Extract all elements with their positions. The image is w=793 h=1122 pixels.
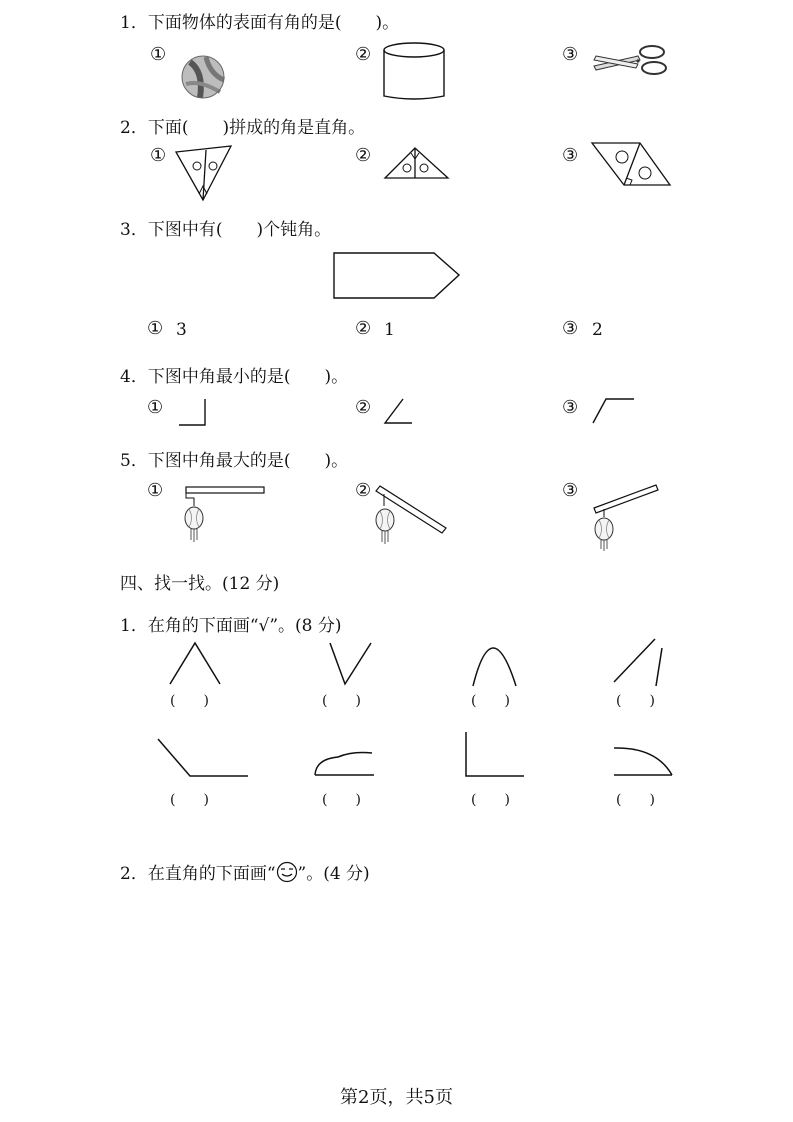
q3-option-2-value: 1 (384, 320, 395, 340)
triangles-kite-icon (173, 142, 235, 204)
q2-option-2-marker[interactable]: ② (355, 145, 372, 166)
q3-option-3-value: 2 (592, 320, 603, 340)
figure-quarter-arc (612, 745, 674, 779)
q1-text: 1．下面物体的表面有角的是( )。 (120, 13, 400, 33)
answer-blank-7[interactable]: ( ) (471, 792, 510, 808)
lantern-down-slope-icon (372, 484, 448, 550)
section4-q2-text (120, 859, 370, 884)
triangles-parallelogram-icon (590, 140, 672, 188)
smiley-face-icon (276, 861, 298, 883)
figure-obtuse-angle (156, 736, 250, 780)
section4-q2-text-after: ”。(4 分) (297, 864, 370, 884)
q5-option-2-marker[interactable]: ② (355, 480, 372, 501)
figure-two-lines (612, 636, 668, 688)
section4-q2-text-before: 2．在直角的下面画“ (120, 864, 276, 884)
q3-option-3-marker[interactable]: ③ (562, 318, 579, 339)
figure-caret-angle (168, 640, 224, 688)
q1-option-1-marker[interactable]: ① (150, 44, 167, 65)
answer-blank-4[interactable]: ( ) (616, 693, 655, 709)
cylinder-icon (383, 42, 445, 102)
answer-blank-1[interactable]: ( ) (170, 693, 209, 709)
right-angle-icon (178, 398, 210, 428)
answer-blank-3[interactable]: ( ) (471, 693, 510, 709)
q2-option-3-marker[interactable]: ③ (562, 145, 579, 166)
ball-icon (180, 54, 226, 100)
pentagon-arrow-shape (332, 250, 464, 302)
q4-option-2-marker[interactable]: ② (355, 397, 372, 418)
page-footer: 第2页，共5页 (340, 1087, 453, 1108)
q1-option-3-marker[interactable]: ③ (562, 44, 579, 65)
triangles-isosceles-icon (383, 145, 451, 181)
lantern-up-slope-icon (590, 483, 662, 553)
q5-option-3-marker[interactable]: ③ (562, 480, 579, 501)
q1-option-2-marker[interactable]: ② (355, 44, 372, 65)
answer-blank-2[interactable]: ( ) (322, 693, 361, 709)
q3-text: 3．下图中有( )个钝角。 (120, 220, 332, 240)
q2-text: 2．下面( )拼成的角是直角。 (120, 118, 366, 138)
obtuse-angle-icon (592, 397, 636, 425)
scissors-icon (592, 44, 668, 76)
q3-option-1-marker[interactable]: ① (147, 318, 164, 339)
q5-text: 5．下图中角最大的是( )。 (120, 451, 349, 471)
figure-right-angle (464, 730, 526, 780)
answer-blank-5[interactable]: ( ) (170, 792, 209, 808)
figure-arch-curve (470, 640, 520, 690)
lantern-horizontal-icon (180, 484, 266, 550)
figure-curved-shape (312, 747, 376, 777)
q4-text: 4．下图中角最小的是( )。 (120, 367, 349, 387)
section4-heading: 四、找一找。(12 分) (120, 574, 280, 594)
q2-option-1-marker[interactable]: ① (150, 145, 167, 166)
q5-option-1-marker[interactable]: ① (147, 480, 164, 501)
answer-blank-8[interactable]: ( ) (616, 792, 655, 808)
acute-angle-icon (383, 398, 415, 426)
section4-q1-text: 1．在角的下面画“√”。(8 分) (120, 616, 342, 636)
answer-blank-6[interactable]: ( ) (322, 792, 361, 808)
q4-option-1-marker[interactable]: ① (147, 397, 164, 418)
q3-option-2-marker[interactable]: ② (355, 318, 372, 339)
q4-option-3-marker[interactable]: ③ (562, 397, 579, 418)
figure-v-angle (328, 640, 374, 688)
q3-option-1-value: 3 (176, 320, 187, 340)
